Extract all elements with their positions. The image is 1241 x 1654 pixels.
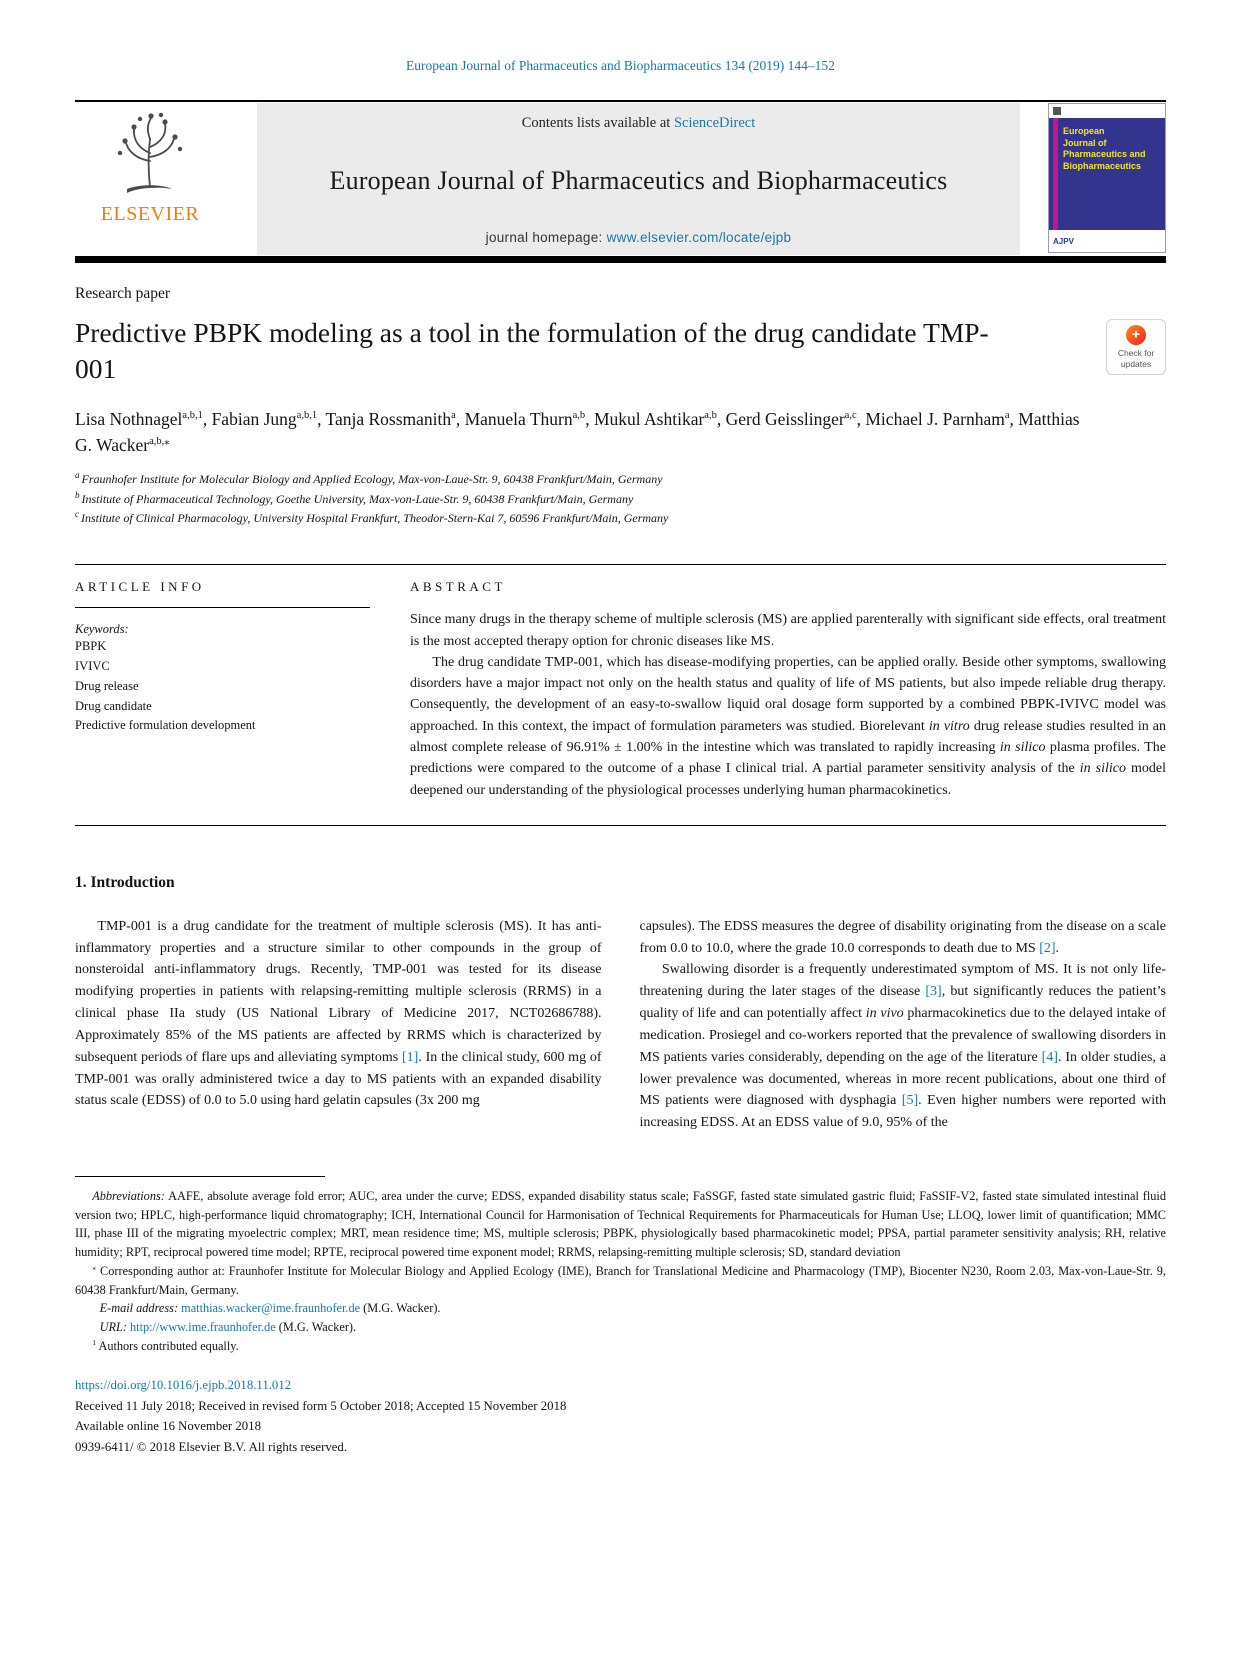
- introduction-section: [75, 874, 1166, 1134]
- article-title: Predictive PBPK modeling as a tool in the formulation of the drug candidate TMP-001: [75, 317, 989, 385]
- corresponding-author-note: [75, 1262, 1166, 1299]
- title-row: [75, 315, 1166, 388]
- available-online: Available online 16 November 2018: [75, 1419, 261, 1434]
- received-dates: Received 11 July 2018; Received in revised form 5 October 2018; Accepted 15 November 2018: [75, 1398, 567, 1413]
- homepage-prefix: journal homepage:: [485, 230, 607, 245]
- keyword: Predictive formulation development: [75, 718, 256, 733]
- cover-bottom-band: [1049, 230, 1165, 252]
- cover-mini-logo-icon: [1053, 107, 1061, 115]
- author-name: Lisa Nothnagel$^{a,b,1}$,: [75, 408, 212, 429]
- journal-title: European Journal of Pharmaceutics and Biopharmaceutics: [329, 166, 948, 195]
- keywords-label: Keywords:: [75, 622, 129, 637]
- elsevier-wordmark: ELSEVIER: [100, 203, 200, 225]
- paragraph: Swallowing disorder is a frequently underestimated symptom of MS. It is not only life-threatening during the later stages of the disease [3], but significantly reduces the patient’s quality of life and can potentially affect in vivo pharmacokinetics due to the delayed intake of medication. Prosiegel and co-workers reported that the prevalence of swallowing disorders in MS patients varies considerably, depending on the age of the literature [4]. In older studies, a lower prevalence was documented, whereas in more recent publications, about one third of MS patients were diagnosed with dysphagia [5]. Even higher numbers were reported with increasing EDSS. At an EDSS value of 9.0, 95% of the: [639, 962, 1167, 1131]
- article-info-rule: [75, 607, 370, 608]
- check-updates-badge[interactable]: [1106, 319, 1166, 375]
- abstract-heading: ABSTRACT: [410, 579, 506, 595]
- author-name: Manuela Thurn$^{a,b}$,: [464, 408, 594, 429]
- author-name: Gerd Geisslinger$^{a,c}$,: [725, 408, 866, 429]
- affiliation-list: [75, 470, 1166, 528]
- abstract-column: [410, 579, 1166, 800]
- info-abstract-section: [75, 564, 1166, 825]
- header-center: [257, 103, 1020, 255]
- cover-stripe: [1053, 118, 1058, 230]
- body-columns: [75, 916, 1166, 1134]
- elsevier-tree-icon: [107, 109, 193, 201]
- keyword-list: [75, 637, 370, 736]
- abbreviations-label: Abbreviations:: [92, 1189, 165, 1204]
- intro-column-right: [640, 916, 1167, 1134]
- paragraph: Since many drugs in the therapy scheme of multiple sclerosis (MS) are applied parenterally with significant side effects, oral treatment is the most accepted therapy option for chronic diseases like MS.: [410, 612, 1166, 649]
- affiliation: $^c$ Institute of Clinical Pharmacology, University Hospital Frankfurt, Theodor-Stern-Kai 7, 60596 Frankfurt/Main, Germany: [75, 508, 669, 525]
- cover-title-line: Biopharmaceutics: [1063, 161, 1142, 172]
- footnote-rule: [75, 1176, 325, 1177]
- cover-title: [1063, 126, 1161, 173]
- check-updates-line1: Check for: [1117, 348, 1155, 358]
- article-info-heading: ARTICLE INFO: [75, 579, 205, 595]
- publication-info: [75, 1375, 1166, 1457]
- citation-link[interactable]: [2]: [1039, 940, 1056, 956]
- keyword: Drug candidate: [75, 698, 152, 713]
- equal-marker: 1: [92, 1337, 97, 1347]
- author-name: Fabian Jung$^{a,b,1}$,: [211, 408, 326, 429]
- elsevier-logo[interactable]: [75, 103, 225, 226]
- contents-line: [265, 115, 1012, 132]
- equal-contribution-note: [75, 1337, 1166, 1356]
- url-label: URL:: [99, 1319, 127, 1334]
- citation-link[interactable]: [4]: [1041, 1049, 1058, 1065]
- corresponding-marker: ⁎: [92, 1262, 97, 1272]
- sciencedirect-link[interactable]: ScienceDirect: [673, 115, 756, 131]
- author-list: [75, 406, 1085, 459]
- footnotes: [75, 1176, 1166, 1355]
- cover-title-line: Pharmaceutics and: [1063, 149, 1146, 160]
- affiliation: $^a$ Fraunhofer Institute for Molecular Biology and Applied Ecology, Max-von-Laue-Str. 9, 60438 Frankfurt/Main, Germany: [75, 470, 663, 487]
- cover-title-line: European: [1063, 126, 1105, 136]
- abbreviations-text: AAFE, absolute average fold error; AUC, area under the curve; EDSS, expanded disability status scale; FaSSGF, fasted state simulated gastric fluid; FaSSIF-V2, fasted state simulated intestinal fluid version two; HPLC, high-performance liquid chromatography; ICH, International Council for Harmonisation of Technical Requirements for Pharmaceuticals for Human Use; LLOQ, lower limit of quantification; MMC III, phase III of the migrating myoelectric complex; MRT, mean residence time; MS, multiple sclerosis; PBPK, physiologically based pharmacokinetic model; PPSA, partial parameter sensitivity analysis; RH, relative humidity; RPT, reciprocal powered time model; RPTE, reciprocal powered time exponent model; RRMS, relapsing-remitting multiple sclerosis; SD, standard deviation: [75, 1189, 1166, 1260]
- cover-footer-mark: AJPV: [1053, 236, 1074, 246]
- email-label: E-mail address:: [99, 1301, 179, 1316]
- introduction-heading: 1. Introduction: [75, 873, 175, 891]
- check-updates-line2: updates: [1120, 359, 1152, 370]
- cover-top-band: [1049, 104, 1165, 118]
- homepage-line: [265, 230, 1012, 245]
- paragraph: The drug candidate TMP-001, which has disease-modifying properties, can be applied orally. Beside other symptoms, swallowing disorders have a major impact not only on the health status and quality of life of MS patients, but also impede reliable drug therapy. Consequently, the development of an easy-to-swallow liquid oral dosage form supported by a combined PBPK-IVIVC model was approached. In this context, the impact of formulation parameters was studied. Biorelevant in vitro drug release studies resulted in an almost complete release of 96.91% ± 1.00% in the intestine which was translated to rapidly increasing in silico plasma profiles. The predictions were compared to the outcome of a phase I clinical trial. A partial parameter sensitivity analysis of the in silico model deepened our understanding of the physiological processes underlying human pharmacokinetics.: [410, 654, 1167, 798]
- keyword: PBPK: [75, 639, 107, 654]
- check-updates-label: [1118, 348, 1154, 370]
- author-name: Tanja Rossmanith$^a$,: [325, 408, 465, 429]
- header-row: [75, 103, 1166, 255]
- paragraph: TMP-001 is a drug candidate for the treatment of multiple sclerosis (MS). It has anti-inflammatory properties and a structure similar to other compounds in the group of nonsteroidal anti-inflammatory drugs. Recently, TMP-001 was tested for its disease modifying properties in patients with relapsing-remitting multiple sclerosis (RRMS) in a clinical phase IIa study (US National Library of Medicine 2017, NCT02686788). Approximately 85% of the MS patients are affected by RRMS which is characterized by subsequent periods of flare ups and alleviating symptoms [1]. In the clinical study, 600 mg of TMP-001 was orally administered twice a day to MS patients with an expanded disability status scale (EDSS) of 0.0 to 5.0 using hard gelatin capsules (3x 200 mg: [75, 918, 602, 1109]
- intro-column-left: [75, 916, 602, 1134]
- citation-link[interactable]: [3]: [925, 984, 942, 1000]
- email-suffix: (M.G. Wacker).: [363, 1301, 441, 1316]
- header-divider: [75, 256, 1166, 263]
- doi-link[interactable]: https://doi.org/10.1016/j.ejpb.2018.11.012: [75, 1378, 292, 1393]
- url-note: [75, 1318, 1166, 1337]
- email-note: [75, 1299, 1166, 1318]
- keyword: Drug release: [75, 678, 139, 693]
- journal-citation[interactable]: European Journal of Pharmaceutics and Biopharmaceutics 134 (2019) 144–152: [406, 58, 835, 73]
- paragraph: capsules). The EDSS measures the degree of disability originating from the disease on a scale from 0.0 to 10.0, where the grade 10.0 corresponds to death due to MS [2].: [639, 918, 1166, 956]
- article-type-label: Research paper: [75, 285, 171, 302]
- keyword: IVIVC: [75, 659, 110, 674]
- abbreviations-note: [75, 1187, 1166, 1262]
- url-link[interactable]: http://www.ime.fraunhofer.de: [130, 1319, 276, 1334]
- corresponding-text: Corresponding author at: Fraunhofer Institute for Molecular Biology and Applied Ecology (IME), Branch for Translational Medicine and Pharmacology (TMP), Biocenter N230, Room 2.03, Max-von-Laue-Str. 9, 60438 Frankfurt/Main, Germany.: [75, 1263, 1166, 1297]
- crossmark-icon: [1126, 325, 1146, 345]
- author-name: Mukul Ashtikar$^{a,b}$,: [593, 408, 726, 429]
- equal-text: Authors contributed equally.: [98, 1338, 239, 1353]
- copyright-line: 0939-6411/ © 2018 Elsevier B.V. All rights reserved.: [75, 1439, 348, 1454]
- journal-homepage-link[interactable]: www.elsevier.com/locate/ejpb: [606, 230, 792, 245]
- cover-title-line: Journal of: [1063, 137, 1107, 148]
- contents-prefix: Contents lists available at: [521, 115, 674, 131]
- citation-link[interactable]: [1]: [402, 1049, 419, 1065]
- affiliation: $^b$ Institute of Pharmaceutical Technology, Goethe University, Max-von-Laue-Str. 9, 60438 Frankfurt/Main, Germany: [75, 489, 634, 506]
- citation-link[interactable]: [5]: [901, 1093, 919, 1109]
- journal-cover[interactable]: [1048, 103, 1166, 253]
- email-link[interactable]: matthias.wacker@ime.fraunhofer.de: [181, 1301, 361, 1316]
- author-name: Michael J. Parnham$^a$,: [865, 408, 1019, 429]
- author-name: Matthias G. Wacker$^{a,b,⁎}$: [75, 408, 1080, 455]
- abstract-body: [410, 609, 1166, 800]
- article-info-column: [75, 579, 370, 800]
- cover-body: [1049, 118, 1165, 230]
- url-suffix: (M.G. Wacker).: [278, 1319, 357, 1334]
- journal-header: [75, 100, 1166, 263]
